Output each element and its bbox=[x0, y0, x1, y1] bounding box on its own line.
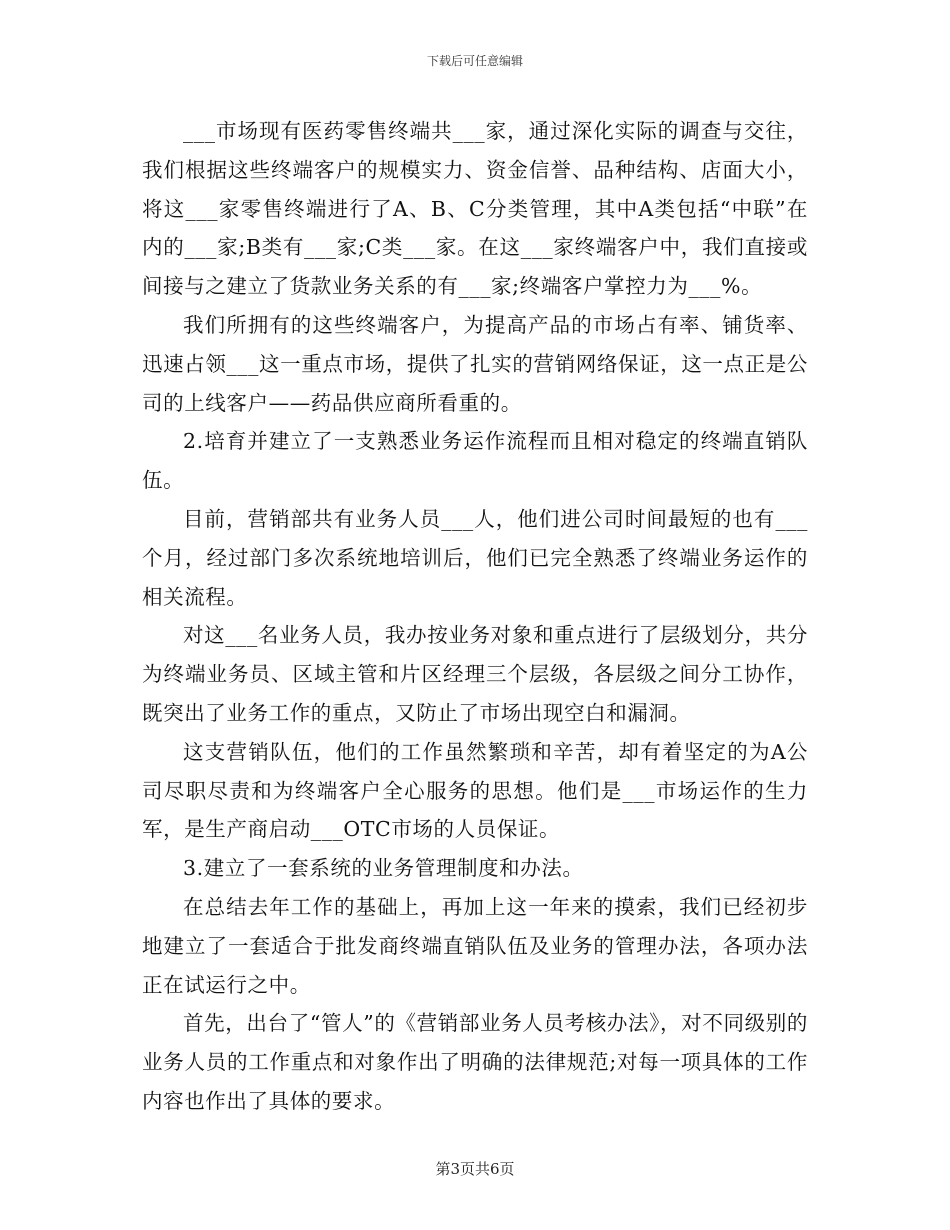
paragraph-heading-system: 3.建立了一套系统的业务管理制度和办法。 bbox=[183, 856, 584, 881]
paragraph-assessment-rules: 首先，出台了“管人”的《营销部业务人员考核办法》，对不同级别的业务人员的工作重点和对象作出了明确的法律规范;对每一项具体的工作内容也作出了具体的要求。 bbox=[142, 1011, 808, 1113]
page-header: 下载后可任意编辑 bbox=[426, 54, 523, 68]
paragraph-heading-team: 2.培育并建立了一支熟悉业务运作流程而且相对稳定的终端直销队伍。 bbox=[142, 429, 808, 493]
paragraph-management-methods: 在总结去年工作的基础上，再加上这一年来的摸索，我们已经初步地建立了一套适合于批发商终端直销队伍及业务的管理办法，各项办法正在试运行之中。 bbox=[142, 894, 808, 997]
paragraph-staff-levels: 对这___名业务人员，我办按业务对象和重点进行了层级划分，共分为终端业务员、区域主管和片区经理三个层级，各层级之间分工协作，既突出了业务工作的重点，又防止了市场出现空白和漏洞。 bbox=[142, 623, 808, 725]
paragraph-terminal-clients: 我们所拥有的这些终端客户，为提高产品的市场占有率、铺货率、迅速占领___这一重点市场，提供了扎实的营销网络保证，这一点正是公司的上线客户——药品供应商所看重的。 bbox=[142, 312, 808, 415]
document-body bbox=[142, 112, 808, 1121]
paragraph-terminal-stats: ___市场现有医药零售终端共___家，通过深化实际的调查与交往，我们根据这些终端客户的规模实力、资金信誉、品种结构、店面大小，将这___家零售终端进行了A、B、C分类管理，其中A类包括“中联”在内的___家;B类有___家;C类___家。在这___家终端客户中，我们直接或间接与之建立了货款业务关系的有___家;终端客户掌控力为___%。 bbox=[142, 119, 808, 299]
paragraph-team-spirit: 这支营销队伍，他们的工作虽然繁琐和辛苦，却有着坚定的为A公司尽职尽责和为终端客户全心服务的思想。他们是___市场运作的生力军，是生产商启动___OTC市场的人员保证。 bbox=[142, 739, 808, 842]
paragraph-staff-count: 目前，营销部共有业务人员___人，他们进公司时间最短的也有___个月，经过部门多次系统地培训后，他们已完全熟悉了终端业务运作的相关流程。 bbox=[142, 506, 808, 609]
page-number: 第3页共6页 bbox=[435, 1160, 515, 1178]
